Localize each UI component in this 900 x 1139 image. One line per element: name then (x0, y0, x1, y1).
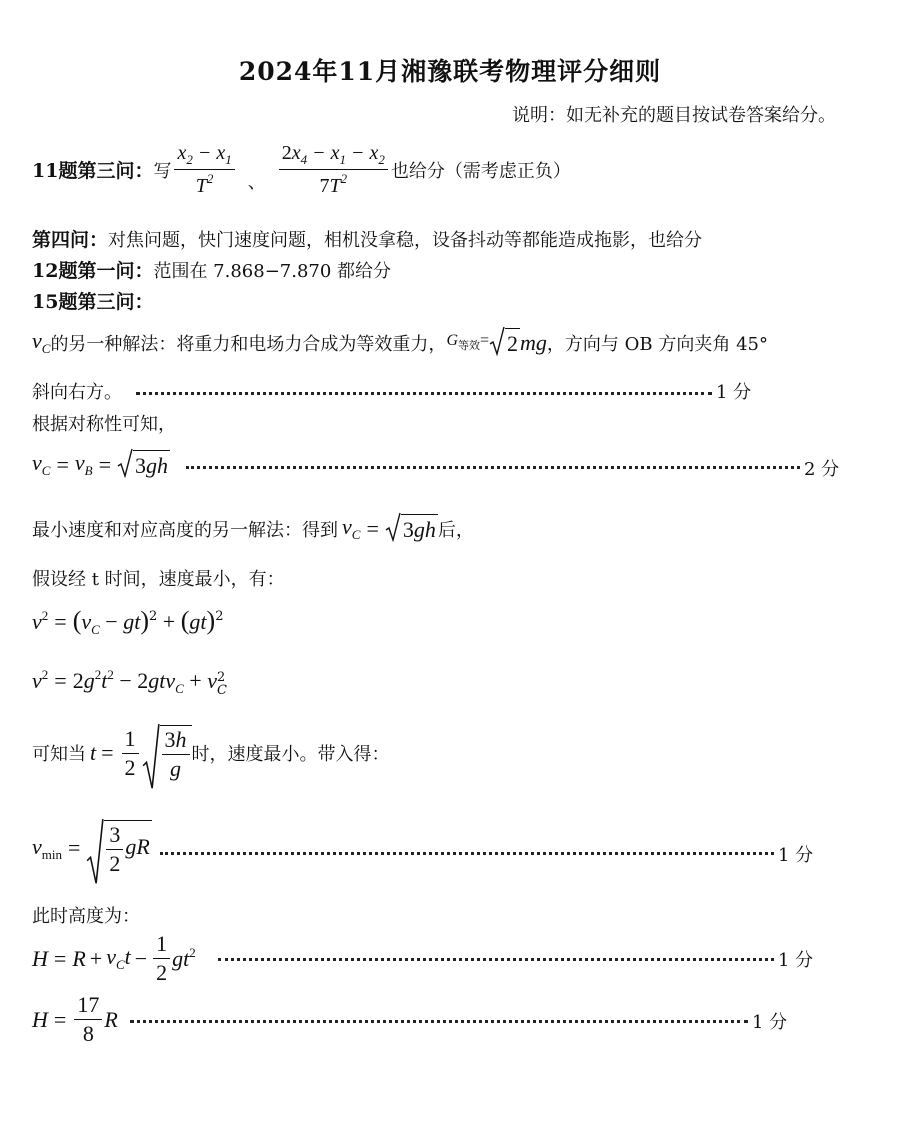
g-equiv-sub: 等效 (458, 340, 480, 352)
frac-half: $\frac{1}{2}$ (122, 727, 139, 780)
know-tail: 时，速度最小。带入得： (191, 744, 390, 766)
q12-text: 范围在 7.868−7.870 都给分 (153, 261, 392, 282)
eq-h1: H = R + $v_Ct$ − $\frac{1}{2}$ $gt^2$ (32, 931, 196, 986)
know-line: 可知当 t = $\frac{1}{2}$ $\frac{3h}{g}$ 时，速度最小。带入得： (32, 725, 390, 781)
sqrt-vmin: $\frac{3}{2}$ gR (86, 820, 151, 876)
eq-vmin: $v_{min}$ = $\frac{3}{2}$ gR (32, 820, 152, 876)
q11-formula-2: $\frac{2x_4 - x_1 - x_2}{7T^2}$ (279, 142, 388, 197)
q11-heading: 11题第三问： (32, 160, 154, 183)
sqrt-3gh-2: 3gh (385, 514, 438, 543)
sqrt-2mg: 2 (489, 328, 520, 357)
score-1: 1 分 (716, 382, 752, 403)
leader-dots-2 (186, 466, 800, 469)
score-3: 1 分 (778, 845, 814, 866)
note: 说明：如无补充的题目按试卷答案给分。 (512, 105, 836, 126)
eq-v2-b: $v^2 = 2g^2t^2 - 2gtv_C + v$ 2 C (32, 667, 227, 698)
q12-line (32, 256, 391, 283)
q11-formula-1: $\frac{x_2 - x_1}{T^2}$ (174, 142, 234, 197)
assume-text: 假设经 t 时间，速度最小，有： (32, 569, 285, 590)
alt-text: 最小速度和对应高度的另一解法：得到 (32, 519, 338, 541)
q15-heading: 15题第三问： (32, 291, 154, 313)
q11-part4-heading: 第四问： (32, 229, 109, 251)
score-4: 1 分 (778, 950, 814, 971)
know-text: 可知当 (32, 744, 86, 766)
page-title: 2024年11月湘豫联考物理评分细则 (238, 57, 662, 86)
score-5: 1 分 (752, 1012, 788, 1033)
g-equiv: $G_{等效}=$ (446, 332, 490, 352)
score-2: 2 分 (804, 459, 840, 480)
eq-v2-a: $v^2 = (v_C - gt)^2 + (gt)^2$ (32, 606, 224, 637)
q15-line1a: 的另一种解法：将重力和电场力合成为等效重力， (50, 333, 447, 355)
q12-heading: 12题第一问： (32, 260, 154, 282)
q11-tail: 也给分（需考虑正负） (390, 160, 571, 182)
leader-dots-5 (130, 1020, 748, 1023)
q11-part4 (32, 225, 702, 252)
q11-sep: 、 (247, 171, 266, 193)
q15-line1b: ，方向与 OB 方向夹角 45° (546, 333, 768, 355)
q11-line (32, 142, 571, 197)
eq-vc-vb: $v_C$ = $v_B$ = 3gh (32, 450, 168, 478)
q11-part4-text: 对焦问题，快门速度问题，相机没拿稳，设备抖动等都能造成拖影，也给分 (108, 230, 703, 251)
eq-h2: H = $\frac{17}{8}$ R (32, 992, 118, 1047)
q15-line1: $v_C$ 的另一种解法：将重力和电场力合成为等效重力， $G_{等效}=$ 2 mg ，方向与 OB 方向夹角 45° (32, 328, 768, 356)
leader-dots-1 (136, 392, 712, 395)
symmetry-text: 根据对称性可知， (32, 414, 176, 435)
sqrt-3gh: 3gh (117, 450, 170, 479)
height-text: 此时高度为： (32, 906, 140, 927)
alt-tail: 后， (437, 519, 474, 541)
alt-line: 最小速度和对应高度的另一解法：得到 $v_C$ = 3gh 后， (32, 514, 474, 542)
leader-dots-4 (218, 958, 774, 961)
q15-line2: 斜向右方。 (32, 382, 122, 403)
leader-dots-3 (160, 852, 774, 855)
q11-write: 写 (153, 160, 172, 182)
vc-symbol: $v_C$ (32, 328, 51, 356)
sqrt-3h-g: $\frac{3h}{g}$ (142, 725, 192, 781)
